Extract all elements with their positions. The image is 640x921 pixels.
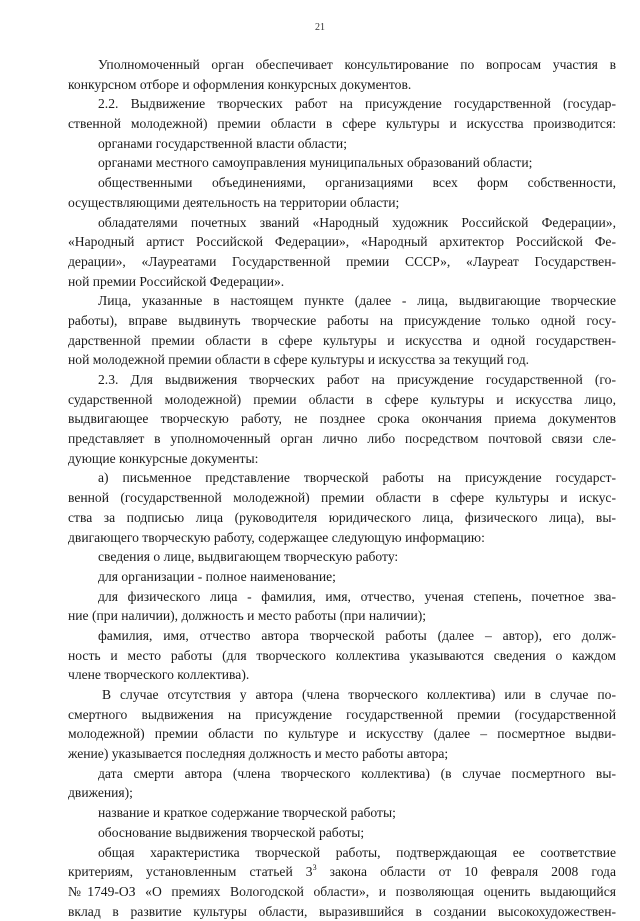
text-line: ние (при наличии), должность и место работы (при наличии); xyxy=(68,608,427,624)
text-line: Лица, указанные в настоящем пункте (далее - лица, выдвигающие творческие xyxy=(98,293,616,309)
text-line: В случае отсутствия у автора (члена творческого коллектива) или в случае по- xyxy=(102,687,616,702)
text-line: «Народный артист Российской Федерации», «Народный архитектор Российской Фе- xyxy=(68,234,616,250)
text-line: сведения о лице, выдвигающем творческую работу: xyxy=(98,549,399,565)
text-line: название и краткое содержание творческой работы; xyxy=(98,805,396,821)
text-line: молодежной) премии области по культуре и искусству (далее – посмертное выдви- xyxy=(68,726,616,742)
text-line: ной премии Российской Федерации». xyxy=(68,273,285,289)
text-line: дарственной премии области в сфере культуры и искусства и одной государствен- xyxy=(68,332,616,348)
text-line: общая характеристика творческой работы, подтверждающая ее соответствие xyxy=(98,844,616,860)
text-line: дующие конкурсные документы: xyxy=(68,450,259,466)
text-line: ность и место работы (для творческого коллектива указываются сведения о каждом xyxy=(68,647,616,663)
text-line: дерации», «Лауреатами Государственной премии СССР», «Лауреат Государствен- xyxy=(68,253,616,269)
text-line: члене творческого коллектива). xyxy=(68,667,250,683)
text-line: 2.3. Для выдвижения творческих работ на присуждение государственной (го- xyxy=(98,372,616,387)
text-line: а) письменное представление творческой работы на присуждение государст- xyxy=(98,470,616,486)
text-line: выдвигающее творческую работу, не позднее срока окончания приема документов xyxy=(68,411,616,427)
text-line: общественными объединениями, организациями всех форм собственности, xyxy=(98,175,616,191)
text-line: работы), вправе выдвинуть творческие работы на присуждение только одной госу- xyxy=(68,312,616,328)
text-line: ства за подписью лица (руководителя юридического лица, физического лица), вы- xyxy=(68,509,616,525)
page-number: 21 xyxy=(315,22,325,33)
text-line: обладателями почетных званий «Народный художник Российской Федерации», xyxy=(98,214,616,230)
text-line: осуществляющими деятельность на территории области; xyxy=(68,194,400,210)
text-line: конкурсном отборе и оформления конкурсных документов. xyxy=(68,76,412,92)
text-line: для физического лица - фамилия, имя, отчество, ученая степень, почетное зва- xyxy=(98,588,616,604)
text-line: представляет в уполномоченный орган лично либо посредством почтовой связи сле- xyxy=(68,431,616,447)
text-line: органами государственной власти области; xyxy=(98,135,347,151)
text-line: дата смерти автора (члена творческого коллектива) (в случае посмертного вы- xyxy=(98,765,616,781)
superscript: 3 xyxy=(312,863,317,873)
text-line: для организации - полное наименование; xyxy=(98,568,336,584)
text-line: венной (государственной молодежной) премии области в сфере культуры и искус- xyxy=(68,490,616,506)
text-line: жение) указывается последняя должность и место работы автора; xyxy=(68,746,449,762)
text-line: 2.2. Выдвижение творческих работ на присуждение государственной (государ- xyxy=(98,96,616,112)
text-line: сударственной молодежной) премии области в сфере культуры и искусства лицо, xyxy=(68,391,616,407)
text-line: ственной молодежной) премии области в сфере культуры и искусства производится: xyxy=(68,116,616,132)
text-line: двигающего творческую работу, содержащее следующую информацию: xyxy=(68,529,485,545)
text-line: обоснование выдвижения творческой работы; xyxy=(98,824,365,840)
text-line: ной молодежной премии области в сфере культуры и искусства за текущий год. xyxy=(68,352,530,368)
text-line: Уполномоченный орган обеспечивает консультирование по вопросам участия в xyxy=(98,57,616,72)
text-line: №1749-ОЗ «О премиях Вологодской области», и позволяющая оценить выдающийся xyxy=(68,883,616,899)
text-line: фамилия, имя, отчество автора творческой работы (далее – автор), его долж- xyxy=(98,627,616,643)
text-line: критериям, установленным статьей $3^3$ закона области от 10 февраля 2008 года xyxy=(68,863,616,880)
text-line: вклад в развитие культуры области, выразившийся в создании высокохудожествен- xyxy=(68,903,616,919)
document-body xyxy=(68,55,616,921)
text-line: органами местного самоуправления муниципальных образований области; xyxy=(98,155,533,171)
text-line: движения); xyxy=(68,785,133,801)
text-line: смертного выдвижения на присуждение государственной премии (государственной xyxy=(68,706,616,722)
